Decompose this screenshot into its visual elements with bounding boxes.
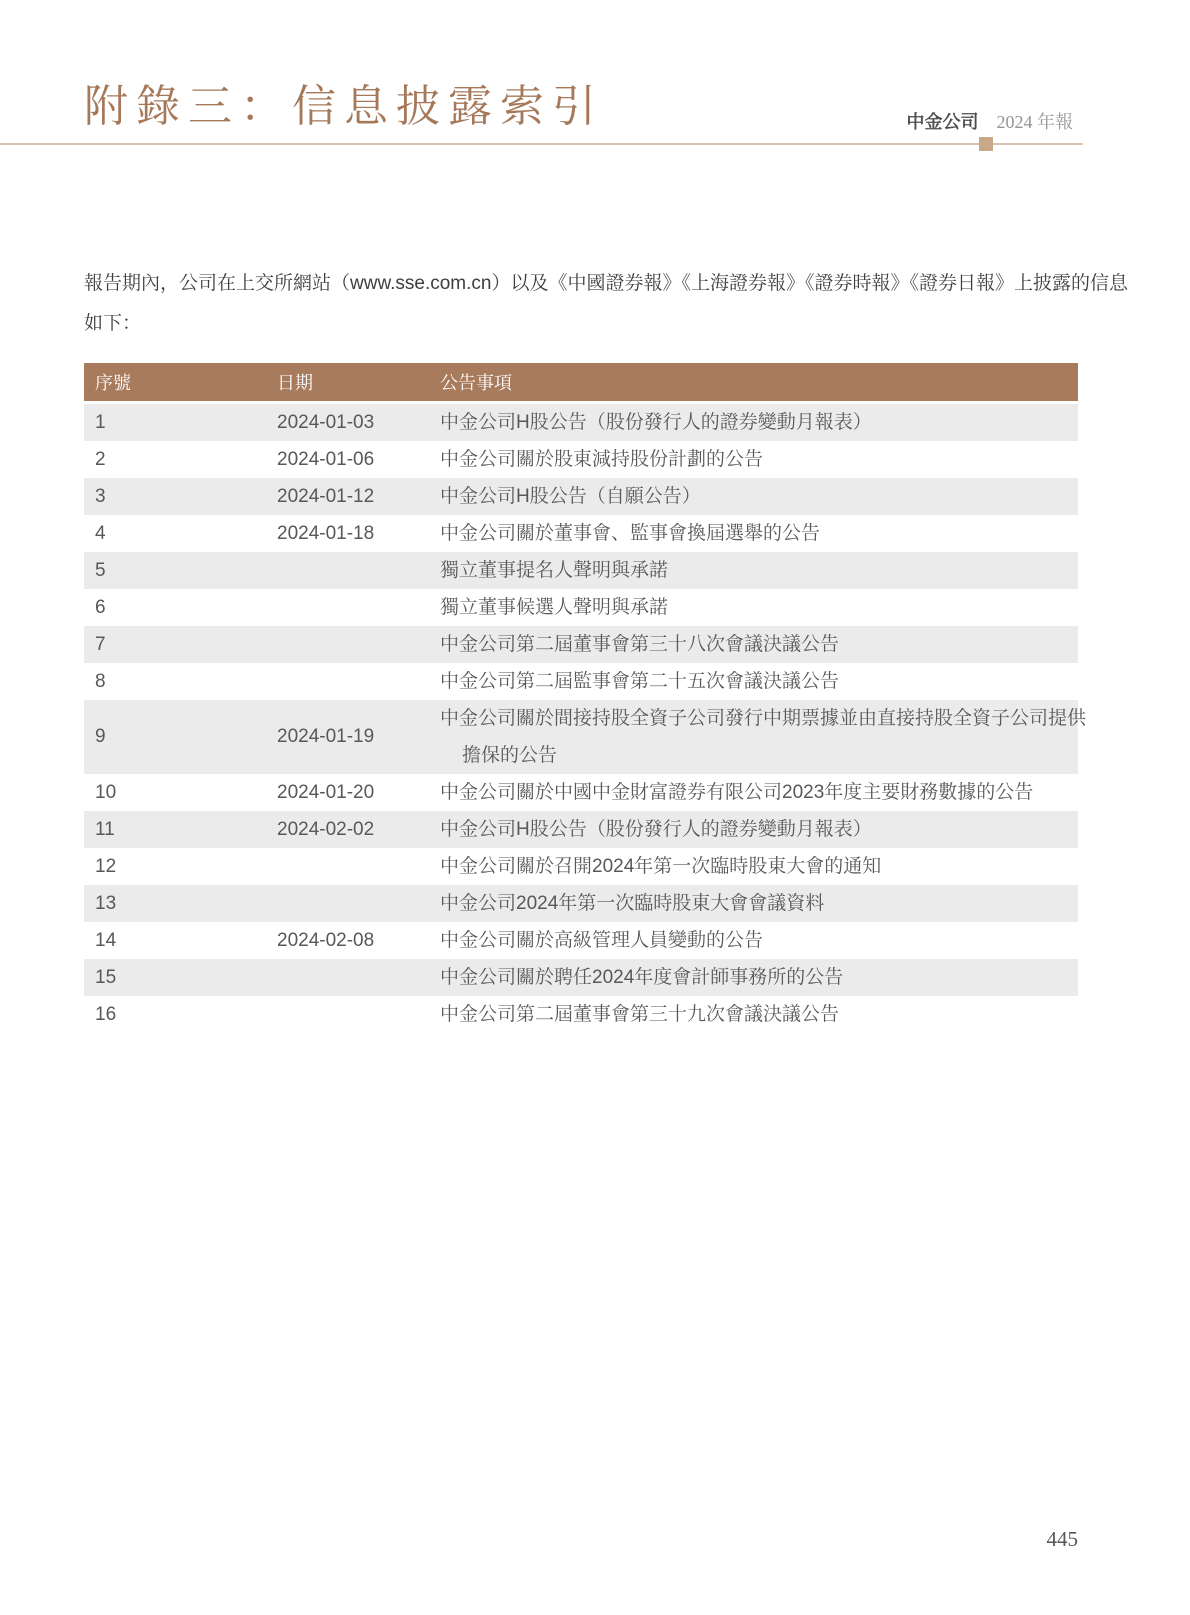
row-seq: 9 xyxy=(95,726,106,747)
row-announcement-line: 中金公司第二屆董事會第三十九次會議決議公告 xyxy=(440,1004,840,1025)
row-announcement-line: 中金公司H股公告（股份發行人的證券變動月報表） xyxy=(440,412,872,433)
row-announcement-line: 擔保的公告 xyxy=(462,745,558,766)
row-announcement xyxy=(440,885,1078,922)
company-name: 中金公司 xyxy=(906,112,979,132)
intro-line-1: 報告期內，公司在上交所網站（www.sse.com.cn）以及《中國證券報》《上海證券報》《證券時報》《證券日報》上披露的信息 xyxy=(84,273,1128,294)
table-header-row xyxy=(84,363,1078,401)
page-number: 445 xyxy=(1046,1527,1078,1551)
row-date: 2024-01-19 xyxy=(277,726,375,747)
table-row xyxy=(84,515,1078,552)
row-announcement xyxy=(440,774,1078,811)
column-header-seq: 序號 xyxy=(95,373,131,393)
row-announcement-line: 中金公司2024年第一次臨時股東大會會議資料 xyxy=(440,893,825,914)
row-announcement-line: 中金公司關於董事會、監事會換屆選舉的公告 xyxy=(440,523,821,544)
running-header xyxy=(907,108,1074,134)
disclosure-index-table xyxy=(84,363,1087,1033)
row-seq: 15 xyxy=(95,966,117,988)
table-row xyxy=(84,441,1078,478)
table-row xyxy=(84,848,1078,885)
row-date: 2024-01-12 xyxy=(277,485,375,507)
column-header-date: 日期 xyxy=(277,373,313,393)
intro-line-2: 如下： xyxy=(84,313,142,334)
row-date: 2024-01-06 xyxy=(277,448,375,470)
row-seq: 12 xyxy=(95,855,117,877)
row-announcement-line: 中金公司H股公告（自願公告） xyxy=(440,486,701,507)
row-announcement-line: 中金公司關於中國中金財富證券有限公司2023年度主要財務數據的公告 xyxy=(440,782,1034,803)
row-seq: 8 xyxy=(95,670,106,692)
table-row xyxy=(84,885,1078,922)
row-announcement-line: 中金公司關於高級管理人員變動的公告 xyxy=(440,930,764,951)
row-seq: 7 xyxy=(95,633,106,655)
header-divider-square xyxy=(979,137,993,151)
row-seq: 13 xyxy=(95,892,117,914)
table-row xyxy=(84,959,1078,996)
row-date: 2024-01-03 xyxy=(277,411,375,433)
table-row xyxy=(84,811,1078,848)
table-row xyxy=(84,774,1078,811)
row-announcement xyxy=(440,589,1078,626)
row-announcement xyxy=(440,515,1078,552)
row-announcement xyxy=(440,959,1078,996)
row-announcement xyxy=(440,811,1078,848)
row-announcement-line: 中金公司H股公告（股份發行人的證券變動月報表） xyxy=(440,819,872,840)
report-year-label: 2024 年報 xyxy=(996,112,1073,132)
row-seq: 3 xyxy=(95,485,106,507)
row-seq: 5 xyxy=(95,559,106,581)
table-row xyxy=(84,552,1078,589)
row-announcement-line: 獨立董事候選人聲明與承諾 xyxy=(440,597,669,618)
intro-paragraph xyxy=(84,264,1128,344)
row-seq: 10 xyxy=(95,781,117,803)
row-announcement-line: 中金公司關於間接持股全資子公司發行中期票據並由直接持股全資子公司提供 xyxy=(440,708,1087,729)
header-divider-line xyxy=(0,143,1083,145)
row-announcement-line: 中金公司第二屆監事會第二十五次會議決議公告 xyxy=(440,671,840,692)
table-row xyxy=(84,626,1078,663)
row-seq: 14 xyxy=(95,929,117,951)
table-row xyxy=(84,404,1078,441)
table-row xyxy=(84,922,1078,959)
row-announcement-line: 中金公司關於召開2024年第一次臨時股東大會的通知 xyxy=(440,856,882,877)
row-announcement-line: 中金公司關於股東減持股份計劃的公告 xyxy=(440,449,764,470)
row-announcement xyxy=(440,404,1078,441)
row-seq: 6 xyxy=(95,596,106,618)
row-seq: 2 xyxy=(95,448,106,470)
row-seq: 11 xyxy=(95,818,115,840)
row-date: 2024-01-18 xyxy=(277,522,375,544)
row-date: 2024-02-08 xyxy=(277,929,375,951)
row-announcement xyxy=(440,478,1078,515)
column-header-item: 公告事項 xyxy=(440,373,512,393)
table-row xyxy=(84,589,1078,626)
row-date: 2024-01-20 xyxy=(277,781,375,803)
table-row xyxy=(84,996,1078,1033)
row-announcement xyxy=(440,441,1078,478)
table-row xyxy=(84,663,1078,700)
row-announcement-line: 中金公司關於聘任2024年度會計師事務所的公告 xyxy=(440,967,844,988)
row-announcement xyxy=(440,848,1078,885)
table-body xyxy=(84,404,1087,1033)
row-announcement xyxy=(440,663,1078,700)
row-announcement-line: 中金公司第二屆董事會第三十八次會議決議公告 xyxy=(440,634,840,655)
row-announcement xyxy=(440,700,1096,774)
row-seq: 4 xyxy=(95,522,106,544)
row-announcement xyxy=(440,922,1078,959)
table-row xyxy=(84,478,1078,515)
table-row xyxy=(84,700,1087,774)
row-announcement xyxy=(440,552,1078,589)
row-announcement xyxy=(440,996,1078,1033)
row-seq: 16 xyxy=(95,1003,117,1025)
page-title: 附錄三：信息披露索引 xyxy=(84,82,604,131)
row-date: 2024-02-02 xyxy=(277,818,375,840)
row-announcement-line: 獨立董事提名人聲明與承諾 xyxy=(440,560,669,581)
row-announcement xyxy=(440,626,1078,663)
row-seq: 1 xyxy=(95,411,106,433)
